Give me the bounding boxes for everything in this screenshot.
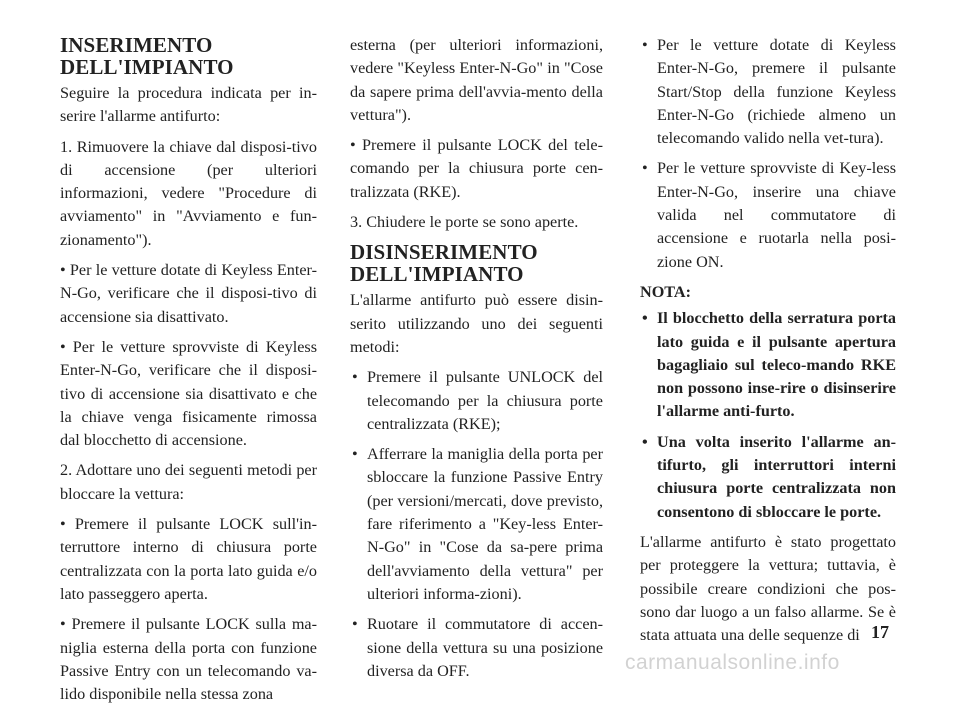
note-item: • Una volta inserito l'allarme an-tifurto, gli interruttori interni chiusura porte centralizzata non consentono di sbloccare le porte.	[640, 431, 896, 524]
intro-paragraph: Seguire la procedura indicata per in-serire l'allarme antifurto:	[60, 84, 317, 126]
list-item: • Premere il pulsante UNLOCK del telecomando per la chiusura porte centralizzata (RKE);	[350, 366, 603, 436]
closing-paragraph: L'allarme antifurto è stato progettato per proteggere la vettura; tuttavia, è possibile creare condizioni che pos-sono dar luogo a un falso allarme. Se è stata attuata una delle sequenze di	[640, 532, 896, 645]
note-label: NOTA:	[640, 282, 691, 301]
watermark: carmanualsonline.info	[625, 651, 840, 674]
page-number: 17	[871, 622, 889, 642]
no-keyless-paragraph: • Per le vetture sprovviste di Keyless Enter-N-Go, verificare che il disposi-tivo di accensione sia disattivato e che la chiave venga fisicamente rimossa dal blocchetto di accensione.	[60, 337, 317, 450]
step-2-paragraph: 2. Adottare uno dei seguenti metodi per bloccare la vettura:	[60, 461, 317, 503]
section-heading-inserimento: INSERIMENTO DELL'IMPIANTO	[60, 33, 234, 79]
continued-paragraph: esterna (per ulteriori informazioni, vedere "Keyless Enter-N-Go" in "Cose da sapere prima dell'avvia-mento della vettura").	[350, 36, 603, 124]
list-item: • Per le vetture dotate di Keyless Enter-N-Go, premere il pulsante Start/Stop della funzione Keyless Enter-N-Go (richiede almeno un telecomando valido nella vet-tura).	[640, 34, 896, 150]
column-2	[350, 34, 603, 690]
step-1-paragraph: 1. Rimuovere la chiave dal disposi-tivo di accensione (per ulteriori informazioni, vedere "Procedure di avviamento" in "Avviamento e fun-zionamento").	[60, 137, 317, 249]
list-item: • Afferrare la maniglia della porta per sbloccare la funzione Passive Entry (per versioni/mercati, dove previsto, fare riferimento a "Key-less Enter-N-Go" in "Cose da sa-pere prima dell'avviamento della vettura" per ulteriori informa-zioni).	[350, 443, 603, 606]
list-item: • Ruotare il commutatore di accen-sione della vettura su una posizione diversa da OFF.	[350, 613, 603, 683]
list-item: • Per le vetture sprovviste di Key-less Enter-N-Go, inserire una chiave valida nel commutatore di accensione e ruotarla nella posi-zione ON.	[640, 157, 896, 273]
disarm-intro-paragraph: L'allarme antifurto può essere disin-serito utilizzando uno dei seguenti metodi:	[350, 291, 603, 356]
column-3	[640, 34, 896, 654]
section-heading-disinserimento: DISINSERIMENTO DELL'IMPIANTO	[350, 240, 538, 287]
note-item: • Il blocchetto della serratura porta lato guida e il pulsante apertura bagagliaio sul teleco-mando RKE non possono inse-rire o disinserire l'allarme anti-furto.	[640, 307, 896, 423]
column-1	[60, 34, 317, 713]
keyless-paragraph: • Per le vetture dotate di Keyless Enter-N-Go, verificare che il disposi-tivo di accensione sia disattivato.	[60, 261, 317, 326]
lock-interior-paragraph: • Premere il pulsante LOCK sull'in-terruttore interno di chiusura porte centralizzata con la porta lato guida e/o lato passeggero aperta.	[60, 515, 317, 603]
lock-rke-paragraph: • Premere il pulsante LOCK del tele-comando per la chiusura porte cen-tralizzata (RKE).	[350, 136, 603, 201]
lock-handle-paragraph: • Premere il pulsante LOCK sulla ma-niglia esterna della porta con funzione Passive Entry con un telecomando va-lido disponibile nella stessa zona	[60, 615, 317, 704]
step-3-paragraph: 3. Chiudere le porte se sono aperte.	[350, 213, 579, 232]
